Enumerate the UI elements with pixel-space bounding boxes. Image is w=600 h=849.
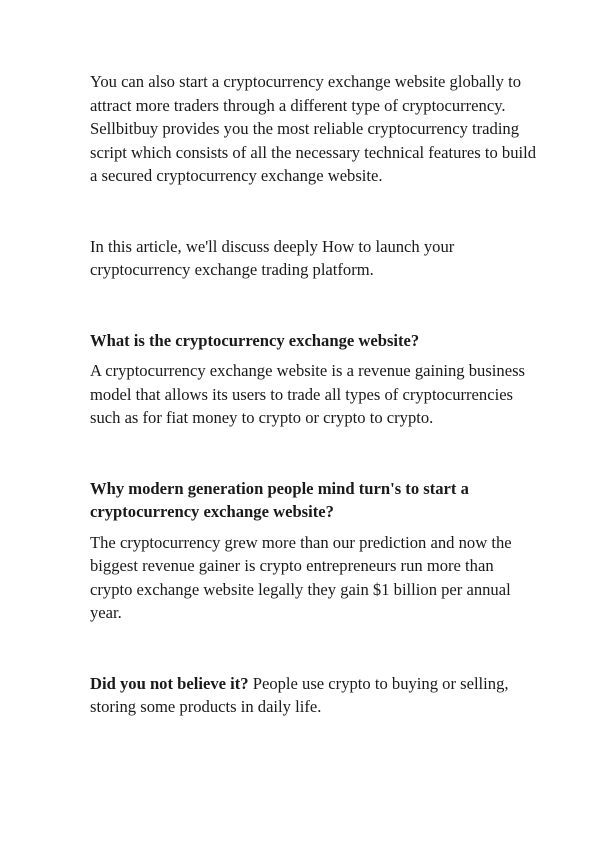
closing-lead: Did you not believe it? bbox=[90, 673, 249, 693]
intro-paragraph: You can also start a cryptocurrency exchange website globally to attract more traders through a different type of cryptocurrency. Sellbitbuy provides you the most reliable cryptocurrency trading script which consists of all the necessary technical features to build a secured cryptocurrency exchange website. bbox=[90, 72, 537, 185]
section-heading-what-is: What is the cryptocurrency exchange website? bbox=[90, 330, 420, 350]
section-body-what-is: A cryptocurrency exchange website is a revenue gaining business model that allows its users to trade all types of cryptocurrencies such as for fiat money to crypto or crypto to crypto. bbox=[90, 361, 525, 427]
document-body bbox=[90, 70, 540, 719]
section-heading-why-modern: Why modern generation people mind turn's to start a cryptocurrency exchange website? bbox=[90, 478, 469, 521]
closing-paragraph bbox=[90, 672, 540, 719]
closing-text: People use crypto to buying or selling, storing some products in daily life. bbox=[90, 673, 509, 716]
section-body-why-modern: The cryptocurrency grew more than our prediction and now the biggest revenue gainer is crypto entrepreneurs run more than crypto exchange website legally they gain $1 billion per annual year. bbox=[90, 532, 512, 622]
article-intro-paragraph: In this article, we'll discuss deeply How to launch your cryptocurrency exchange trading platform. bbox=[90, 236, 455, 279]
